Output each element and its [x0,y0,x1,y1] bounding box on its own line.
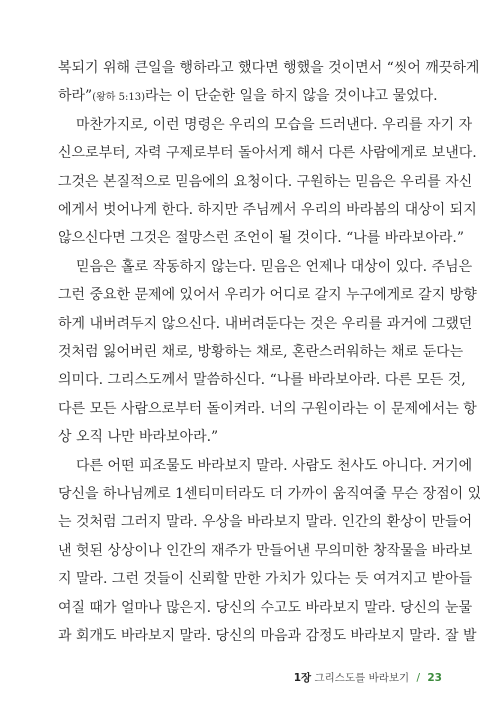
body-line: 지 말라. 그런 것들이 신뢰할 만한 가치가 있다는 듯 여겨지고 받아들 [58,571,473,588]
body-line: 그것은 본질적으로 믿음에의 요청이다. 구원하는 믿음은 우리를 자신 [58,173,473,190]
body-line: 에게서 벗어나게 한다. 하지만 주님께서 우리의 바라봄의 대상이 되지 [58,202,477,218]
body-line: 하라”(왕하 5:13)라는 이 단순한 일을 하지 않을 것이냐고 물었다. [58,88,438,105]
body-line: 않으신다면 그것은 절망스런 조언이 될 것이다. “나를 바라보아라.” [58,230,464,247]
body-line: 믿음은 홀로 작동하지 않는다. 믿음은 언제나 대상이 있다. 주님은 [76,258,473,275]
body-line: 다른 모든 사람으로부터 돌이켜라. 너의 구원이라는 이 문제에서는 항 [58,400,477,417]
body-line: 복되기 위해 큰일을 행하라고 했다면 행했을 것이면서 “씻어 깨끗하게 [58,60,480,76]
body-line: 낸 헛된 상상이나 인간의 재주가 만들어낸 무의미한 창작물을 바라보 [58,542,473,559]
footer-separator: / [416,672,421,684]
body-line: 과 회개도 바라보지 말라. 당신의 마음과 감정도 바라보지 말라. 잘 발 [58,628,477,644]
page-number: 23 [427,672,442,684]
body-line: 상 오직 나만 바라보아라.” [58,429,219,446]
body-line: 것처럼 잃어버린 채로, 방황하는 채로, 혼란스러워하는 채로 둔다는 [58,344,464,360]
body-line: 여질 때가 얼마나 많은지. 당신의 수고도 바라보지 말라. 당신의 눈물 [58,599,473,616]
body-line: 당신을 하나님께로 1센티미터라도 더 가까이 움직여줄 무슨 장점이 있 [58,486,482,502]
scripture-reference: (왕하 5:13) [92,92,145,104]
body-line: 신으로부터, 자력 구제로부터 돌아서게 해서 다른 사람에게로 보낸다. [58,145,477,162]
body-line: 마찬가지로, 이런 명령은 우리의 모습을 드러낸다. 우리를 자기 자 [76,116,473,133]
running-footer [294,670,442,685]
body-line: 는 것처럼 그러지 말라. 우상을 바라보지 말라. 인간의 환상이 만들어 [58,514,473,531]
chapter-number: 1장 [293,672,312,684]
body-line: 다른 어떤 피조물도 바라보지 말라. 사람도 천사도 아니다. 거기에 [76,457,473,474]
chapter-title: 그리스도를 바라보기 [314,672,410,684]
body-line: 하게 내버려두지 않으신다. 내버려둔다는 것은 우리를 과거에 그랬던 [58,315,473,332]
body-line: 그런 중요한 문제에 있어서 우리가 어디로 갈지 누구에게로 갈지 방향 [58,287,477,304]
body-line: 의미다. 그리스도께서 말씀하신다. “나를 바라보아라. 다른 모든 것, [58,372,466,389]
